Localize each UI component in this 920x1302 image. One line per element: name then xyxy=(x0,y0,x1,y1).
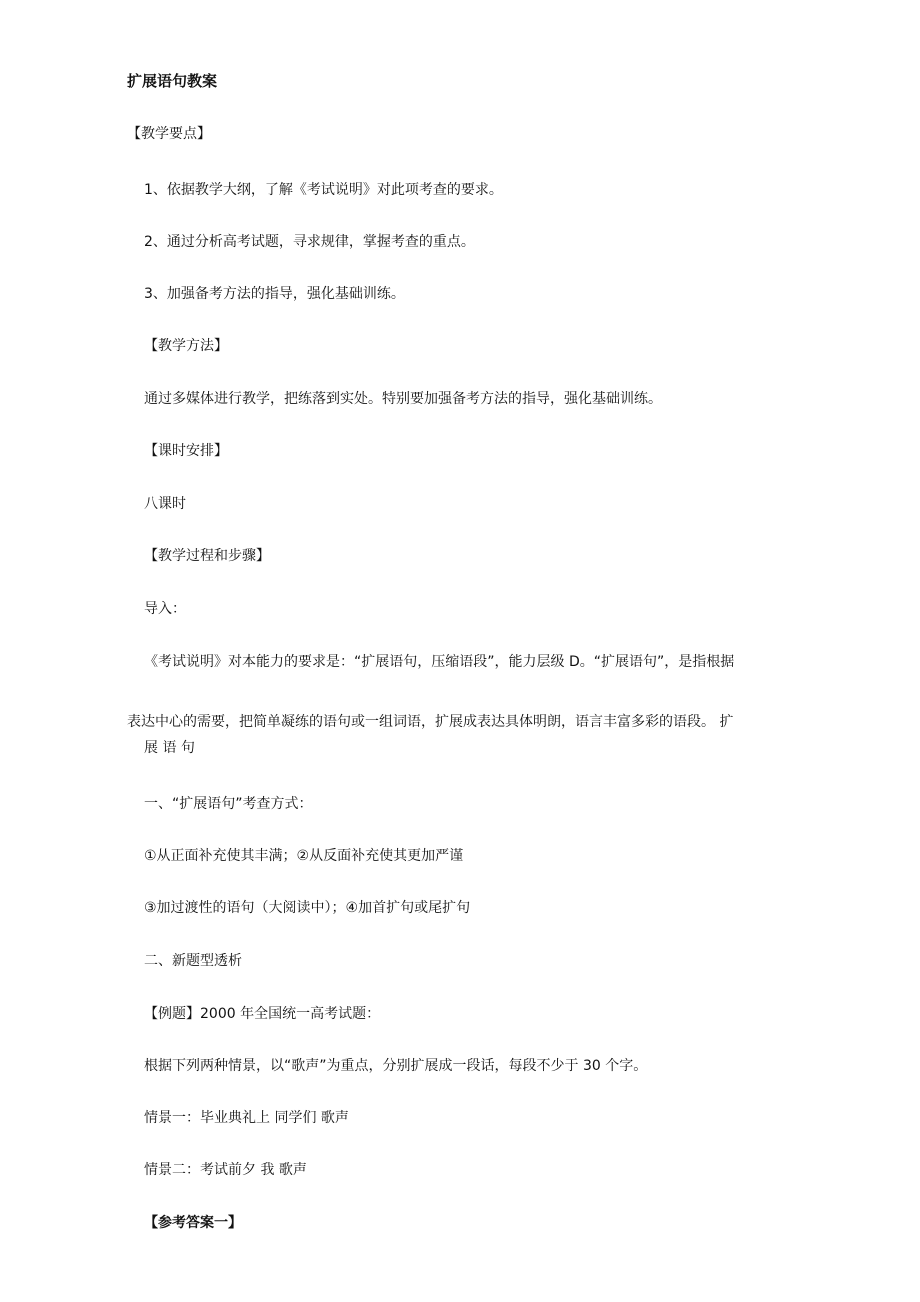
intro-label: 导入： xyxy=(144,601,186,617)
teaching-points-heading: 【教学要点】 xyxy=(127,126,211,142)
process-heading: 【教学过程和步骤】 xyxy=(144,548,270,564)
document-title: 扩展语句教案 xyxy=(127,72,218,90)
answer-heading: 【参考答案一】 xyxy=(144,1215,242,1231)
intro-paragraph-line-3: 展 语 句 xyxy=(144,740,195,756)
section-one-heading: 一、“扩展语句”考查方式： xyxy=(144,796,313,812)
teaching-point-2: 2、通过分析高考试题，寻求规律，掌握考查的重点。 xyxy=(144,234,475,250)
schedule-text: 八课时 xyxy=(144,496,186,512)
intro-paragraph-line-1: 《考试说明》对本能力的要求是：“扩展语句，压缩语段”，能力层级 D。“扩展语句”，是指根据 xyxy=(144,654,735,670)
methods-line-1: ①从正面补充使其丰满；②从反面补充使其更加严谨 xyxy=(144,848,464,864)
scene-one: 情景一：毕业典礼上 同学们 歌声 xyxy=(144,1110,349,1126)
example-prompt: 根据下列两种情景，以“歌声”为重点，分别扩展成一段话，每段不少于 30 个字。 xyxy=(144,1058,648,1074)
intro-paragraph-line-2: 表达中心的需要，把简单凝练的语句或一组词语，扩展成表达具体明朗，语言丰富多彩的语段。 扩 xyxy=(127,714,734,730)
section-two-heading: 二、新题型透析 xyxy=(144,953,242,969)
scene-two: 情景二：考试前夕 我 歌声 xyxy=(144,1162,307,1178)
teaching-point-3: 3、加强备考方法的指导，强化基础训练。 xyxy=(144,286,405,302)
schedule-heading: 【课时安排】 xyxy=(144,443,228,459)
methods-line-2: ③加过渡性的语句（大阅读中）；④加首扩句或尾扩句 xyxy=(144,900,471,916)
teaching-point-1: 1、依据教学大纲，了解《考试说明》对此项考查的要求。 xyxy=(144,182,503,198)
method-heading: 【教学方法】 xyxy=(144,338,228,354)
method-text: 通过多媒体进行教学，把练落到实处。特别要加强备考方法的指导，强化基础训练。 xyxy=(144,391,662,407)
example-heading: 【例题】2000 年全国统一高考试题： xyxy=(144,1006,381,1022)
